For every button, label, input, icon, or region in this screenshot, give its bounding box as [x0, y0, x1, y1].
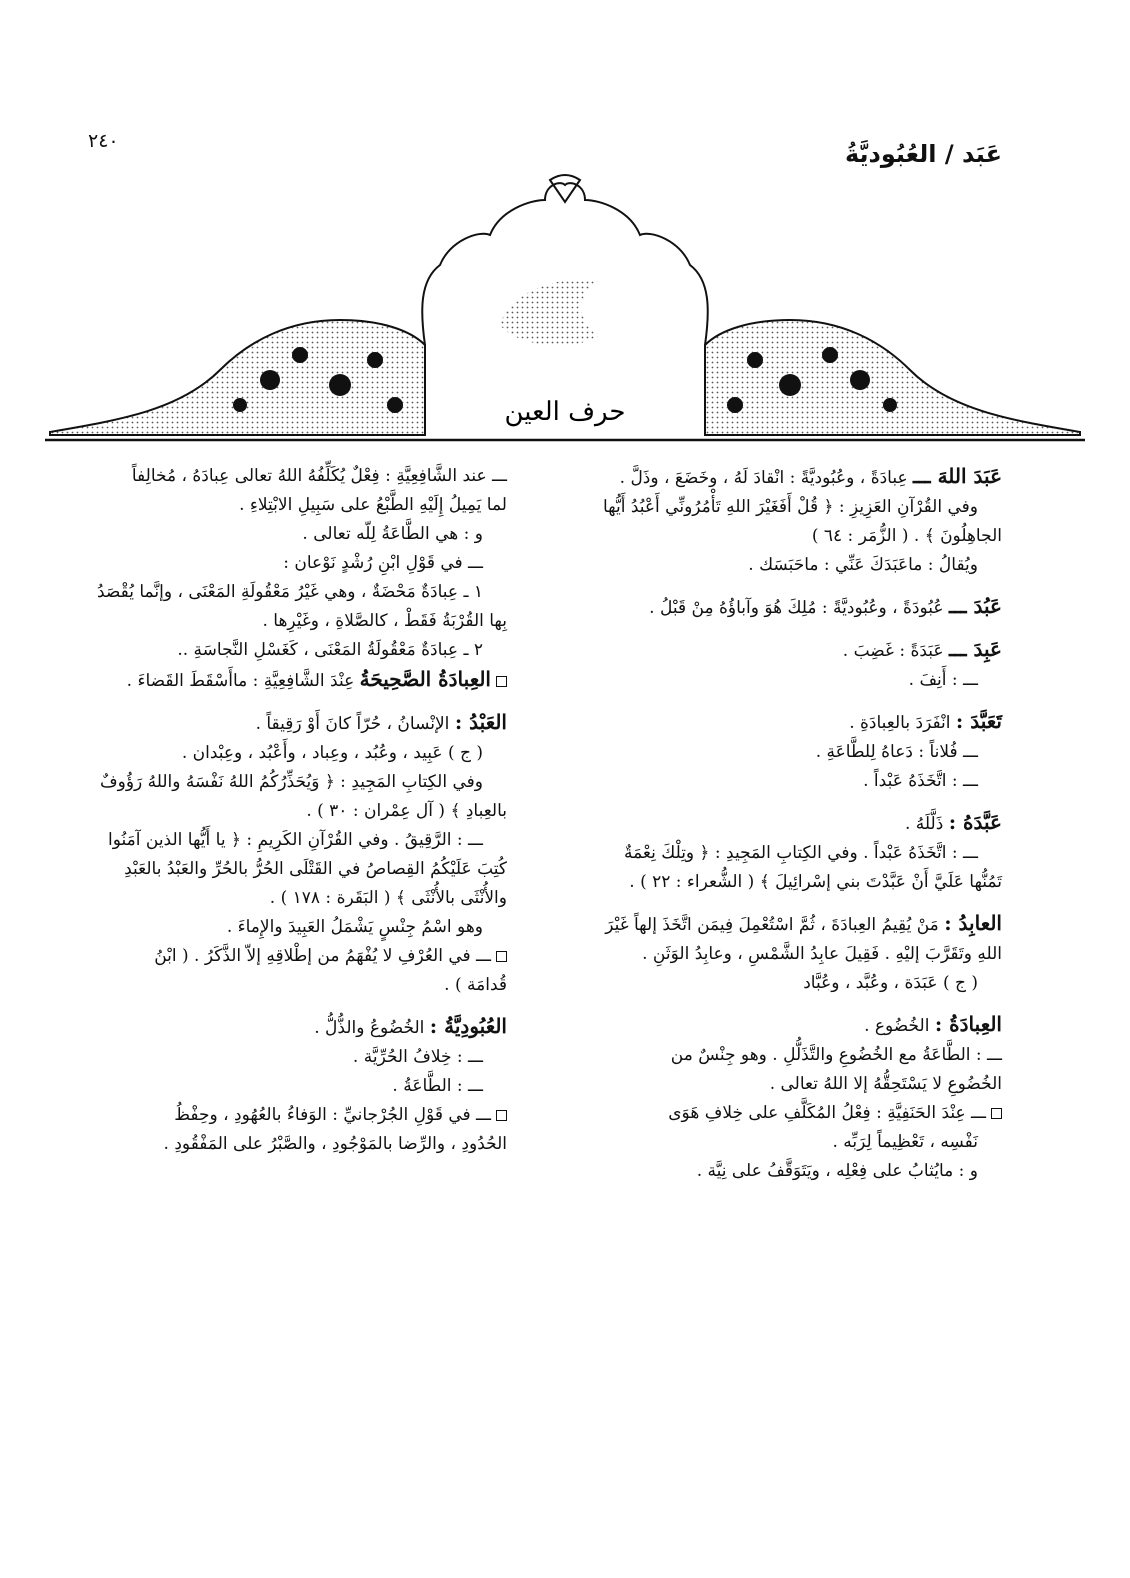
definition-text: عُبُودَةً ، وعُبُوديَّةً : مُلِكَ هُوَ وآباؤُهُ مِنْ قَبْلُ . [649, 598, 949, 618]
text-line [570, 767, 1002, 796]
definition-text: لما يَمِيلُ إِلَيْهِ الطَّبْعُ على سَبِيلِ الابْتِلاءِ . [239, 495, 507, 515]
left-column [52, 462, 507, 1159]
text-line [52, 768, 507, 797]
text-line [52, 1012, 507, 1043]
text-line [52, 1072, 507, 1101]
headword: عَبُدَ ـــ [948, 594, 1002, 618]
text-line [52, 708, 507, 739]
text-line [52, 665, 507, 696]
text-line [570, 940, 1002, 969]
definition-text: الخُضُوع . [864, 1016, 935, 1036]
definition-text: عِنْدَ الشَّافِعِيَّةِ : ماأَسْقَطَ القَضاءَ . [126, 671, 360, 691]
text-line [52, 636, 507, 665]
definition-text: والأُنْثَى بالأُنْثَى ﴾ ( البَقَرة : ١٧٨ ) . [269, 888, 507, 908]
definition-text: ـــ عِنْدَ الحَنَفِيَّةِ : فِعْلُ المُكَلَّفِ على خِلافِ هَوَى [668, 1103, 986, 1123]
text-line [52, 1043, 507, 1072]
text-line [570, 592, 1002, 623]
definition-text: ـــ في قَوْلِ ابْنِ رُشْدٍ نَوْعان : [283, 553, 483, 573]
text-line [570, 493, 1002, 522]
definition-text: ـــ : الطَّاعَةُ مع الخُضُوعِ والتَّذَلُّلِ . وهو جِنْسٌ من [670, 1045, 1002, 1065]
definition-text: قُدامَة ) . [444, 975, 507, 995]
text-line [52, 884, 507, 913]
chapter-ornament [40, 170, 1090, 450]
definition-text: ١ ـ عِبادَةٌ مَحْضَةٌ ، وهي غَيْرُ مَعْقُولَةِ المَعْنَى ، وإنَّما يُقْصَدُ [96, 582, 483, 602]
text-line [52, 826, 507, 855]
headword: العِبادَةُ الصَّحِيحَةُ [359, 667, 491, 691]
definition-text: ـــ : خِلافُ الحُرِّيَّة . [352, 1047, 483, 1067]
text-line [570, 909, 1002, 940]
headword: العابِدُ : [944, 911, 1002, 935]
definition-text: ـــ فُلاناً : دَعاهُ لِلطَّاعَةِ . [815, 742, 978, 762]
ornament-title: حرف العين [504, 397, 626, 427]
text-line [52, 1130, 507, 1159]
right-column [570, 462, 1002, 1186]
headword: العِبادَةُ : [934, 1012, 1002, 1036]
definition-text: ٢ ـ عِبادَةٌ مَعْقُولَةُ المَعْنَى ، كَغَسْلِ النَّجاسَةِ .. [177, 640, 483, 660]
text-line [52, 913, 507, 942]
text-line [52, 520, 507, 549]
definition-text: عَبَدَةً : غَضِبَ . [842, 641, 949, 661]
text-line [570, 969, 1002, 998]
text-line [570, 839, 1002, 868]
text-line [570, 635, 1002, 666]
definition-text: ذَلَّلَهُ . [904, 814, 949, 834]
text-line [52, 942, 507, 971]
definition-text: وفي الكِتابِ المَجِيدِ : ﴿ وَيُحَذِّرُكُمُ اللهُ نَفْسَهُ واللهُ رَؤُوفٌ [99, 772, 483, 792]
definition-text: وفي القُرْآنِ العَزِيزِ : ﴿ قُلْ أَفَغَيْرَ اللهِ تَأْمُرُونِّي أَعْبُدُ أَيُّها [602, 497, 978, 517]
definition-text: ـــ : اتَّخَذَهُ عَبْداً . وفي الكِتابِ المَجِيدِ : ﴿ وتِلْكَ نِعْمَةٌ [623, 843, 978, 863]
text-line [570, 1128, 1002, 1157]
text-line [570, 1099, 1002, 1128]
definition-text: وهو اسْمُ جِنْسٍ يَشْمَلُ العَبِيدَ والإِماءَ . [226, 917, 483, 937]
text-line [570, 1041, 1002, 1070]
page-number: ٢٤٠ [88, 130, 119, 152]
definition-text: عِبادَةً ، وعُبُوديَّةً : انْقادَ لَهُ ، وخَضَعَ ، وذَلَّ . [619, 468, 914, 488]
text-line [52, 855, 507, 884]
definition-text: كُتِبَ عَلَيْكُمُ القِصاصُ في القَتْلَى الحُرُّ بالحُرِّ والعَبْدُ بالعَبْدِ [124, 859, 507, 879]
definition-text: ـــ في العُرْفِ لا يُفْهَمُ من إطْلاقِهِ إلاّ الذَّكَرُ . ( ابْنُ [154, 946, 491, 966]
headword: تَعَبَّدَ : [955, 709, 1002, 733]
definition-text: ـــ في قَوْلِ الجُرْجانيِّ : الوَفاءُ بالعُهُودِ ، وحِفْظُ [174, 1105, 491, 1125]
text-line [570, 551, 1002, 580]
text-line [570, 868, 1002, 897]
definition-text: ويُقالُ : ماعَبَدَكَ عَنِّي : ماحَبَسَك . [748, 555, 978, 575]
headword: العَبْدُ : [454, 710, 507, 734]
box-marker-icon [991, 1108, 1002, 1119]
box-marker-icon [496, 951, 507, 962]
text-line [570, 666, 1002, 695]
text-line [52, 549, 507, 578]
definition-text: ـــ : الطَّاعَةُ . [392, 1076, 483, 1096]
text-line [570, 1070, 1002, 1099]
definition-text: بالعِبادِ ﴾ ( آل عِمْران : ٣٠ ) . [306, 801, 507, 821]
running-head: عَبَد / العُبُوديَّةُ [844, 140, 1002, 168]
headword: عَبِدَ ـــ [948, 637, 1002, 661]
headword: عَبَدَ اللهَ ـــ [913, 464, 1002, 488]
definition-text: اللهِ وتَقَرَّبَ إليْهِ . فَقِيلَ عابِدُ الشَّمْسِ ، وعابِدُ الوَثَنِ . [642, 944, 1002, 964]
definition-text: الجاهِلُونَ ﴾ . ( الزُّمَر : ٦٤ ) [811, 526, 1002, 546]
box-marker-icon [496, 1110, 507, 1121]
headword: عَبَّدَهُ : [948, 810, 1002, 834]
definition-text: و : هي الطَّاعَةُ لِلّه تعالى . [302, 524, 483, 544]
box-marker-icon [496, 676, 507, 687]
text-line [570, 1157, 1002, 1186]
text-line [52, 491, 507, 520]
text-line [570, 707, 1002, 738]
headword: العُبُودِيَّةُ : [429, 1014, 507, 1038]
text-line [52, 462, 507, 491]
definition-text: ( ج ) عَبِيد ، وعُبُد ، وعِباد ، وأَعْبُد ، وعِبْدان . [181, 743, 483, 763]
text-line [570, 522, 1002, 551]
definition-text: ـــ عند الشَّافِعِيَّةِ : فِعْلٌ يُكَلِّفُهُ اللهُ تعالى عِبادَهُ ، مُخالِفاً [131, 466, 507, 486]
definition-text: نَفْسِه ، تَعْظِيماً لِرَبِّه . [832, 1132, 978, 1152]
definition-text: ـــ : الرَّقِيقُ . وفي القُرْآنِ الكَرِيمِ : ﴿ يا أَيُّها الذين آمَنُوا [108, 830, 483, 850]
text-line [570, 808, 1002, 839]
text-line [52, 607, 507, 636]
definition-text: الخُضُوعُ والذُّلُّ . [314, 1018, 430, 1038]
text-line [52, 1101, 507, 1130]
definition-text: انْفَرَدَ بالعِبادَةِ . [849, 713, 956, 733]
text-line [52, 739, 507, 768]
text-line [570, 1010, 1002, 1041]
text-line [52, 578, 507, 607]
text-line [52, 797, 507, 826]
definition-text: الخُضُوعِ لا يَسْتَحِقُّهُ إلا اللهُ تعالى . [769, 1074, 1002, 1094]
definition-text: ـــ : اتَّخَذَهُ عَبْداً . [863, 771, 978, 791]
definition-text: الحُدُودِ ، والرِّضا بالمَوْجُودِ ، والصَّبْرُ على المَفْقُودِ . [163, 1134, 507, 1154]
definition-text: الإنْسانُ ، حُرّاً كانَ أَوْ رَقِيقاً . [255, 714, 455, 734]
definition-text: ( ج ) عَبَدَة ، وعُبَّد ، وعُبَّاد [803, 973, 978, 993]
text-line [570, 462, 1002, 493]
definition-text: تَمُنُّها عَلَيَّ أَنْ عَبَّدْتَ بني إسْرائِيلَ ﴾ ( الشُّعراء : ٢٢ ) . [629, 872, 1002, 892]
definition-text: و : مايُثابُ على فِعْلِه ، ويَتَوَقَّفُ على نِيَّة . [696, 1161, 978, 1181]
text-line [52, 971, 507, 1000]
definition-text: مَنْ يُقِيمُ العِبادَةَ ، ثُمَّ اسْتُعْمِلَ فِيمَن اتَّخَذَ إلهاً غَيْرَ [605, 915, 945, 935]
definition-text: بِها القُرْبَةُ فَقَطْ ، كالصَّلاةِ ، وغَيْرِها . [262, 611, 507, 631]
definition-text: ـــ : أَنِفَ . [908, 670, 978, 690]
text-line [570, 738, 1002, 767]
